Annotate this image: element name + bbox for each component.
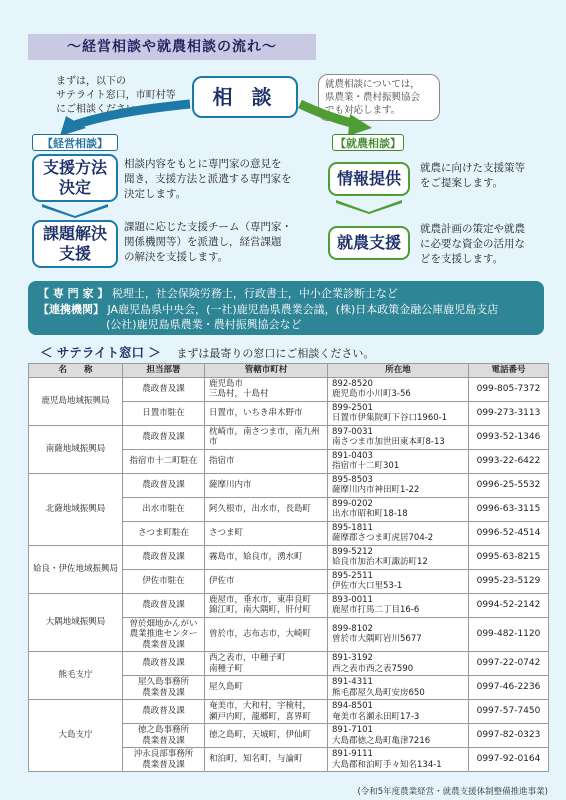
desc-line: の解決を支援します。 bbox=[124, 251, 229, 263]
cell-dept: 農政普及課 bbox=[123, 377, 205, 401]
cell-dept: 農政普及課 bbox=[123, 473, 205, 497]
cell-area-line: 霧島市，姶良市，湧水町 bbox=[209, 551, 303, 562]
cell-area bbox=[205, 521, 328, 545]
cell-address bbox=[328, 497, 469, 521]
cell-office-name: 南薩地域振興局 bbox=[29, 425, 123, 473]
cell-address bbox=[328, 617, 469, 652]
cell-phone: 0995-63-8215 bbox=[469, 545, 549, 569]
category-farming: 【就農相談】 bbox=[332, 134, 404, 151]
page-title: ～経営相談や就農相談の流れ～ bbox=[28, 34, 316, 60]
cell-postcode: 899-5212 bbox=[332, 546, 373, 557]
cell-address-line: 指宿市十二町301 bbox=[332, 461, 400, 471]
cell-phone: 0997-22-0742 bbox=[469, 652, 549, 676]
col-header-address: 所在地 bbox=[328, 364, 469, 378]
cell-office-name: 姶良・伊佐地域振興局 bbox=[29, 545, 123, 593]
cell-address-line: 鹿児島市小川町3-56 bbox=[332, 389, 411, 399]
cell-office-name: 北薩地域振興局 bbox=[29, 473, 123, 545]
note-right-line: でも対応します。 bbox=[325, 105, 401, 116]
cell-area-line: 阿久根市，出水市，長島町 bbox=[209, 503, 312, 514]
cell-area-line: 徳之島町，天城町，伊仙町 bbox=[209, 730, 312, 741]
desc-line: 聞き，支援方法と派遣する専門家を bbox=[124, 173, 292, 185]
step-label: 支援 bbox=[58, 244, 91, 263]
cell-area-line: 奄美市，大和村，宇検村， bbox=[209, 701, 312, 711]
cell-dept-line: 農業普及課 bbox=[142, 639, 185, 650]
cell-address-line: 熊毛郡屋久島町安房650 bbox=[332, 687, 425, 698]
desc-problem-solving bbox=[124, 220, 304, 265]
cell-area bbox=[205, 652, 328, 676]
cell-address bbox=[328, 569, 469, 593]
cell-postcode: 891-0403 bbox=[332, 450, 373, 461]
cell-area-line: 曽於市，志布志市，大崎町 bbox=[209, 629, 312, 639]
cell-dept: 日置市駐在 bbox=[123, 401, 205, 425]
step-label: 決定 bbox=[58, 178, 91, 197]
col-header-dept: 担当部署 bbox=[123, 364, 205, 378]
cell-area-line: 南種子町 bbox=[209, 663, 244, 674]
step-problem-solving bbox=[32, 220, 118, 268]
cell-dept: 農政普及課 bbox=[123, 425, 205, 449]
cell-dept: 農政普及課 bbox=[123, 545, 205, 569]
cell-address-line: 薩摩川内市神田町1-22 bbox=[332, 485, 420, 495]
satellite-title: ＜ サテライト窓口 ＞ bbox=[40, 345, 161, 360]
cell-address bbox=[328, 724, 469, 748]
cell-dept bbox=[123, 617, 205, 652]
cell-address-line: 大島郡徳之島町亀津7216 bbox=[332, 735, 431, 746]
cell-phone: 0996-25-5532 bbox=[469, 473, 549, 497]
cell-dept-line: 農業推進センター bbox=[129, 629, 198, 639]
cell-address bbox=[328, 593, 469, 617]
note-left-line: サテライト窓口，市町村等 bbox=[56, 90, 176, 101]
cell-area bbox=[205, 473, 328, 497]
cell-dept: さつま町駐在 bbox=[123, 521, 205, 545]
cell-address bbox=[328, 521, 469, 545]
cell-phone: 099-273-3113 bbox=[469, 401, 549, 425]
cell-phone: 0997-57-7450 bbox=[469, 700, 549, 724]
desc-information bbox=[420, 161, 545, 191]
satellite-header bbox=[40, 345, 520, 361]
cell-area-line: 屋久島町 bbox=[209, 682, 244, 693]
note-left-line: にご相談ください。 bbox=[56, 104, 146, 115]
orgs-list: JA鹿児島県中央会，(一社)鹿児島県農業会議，(株)日本政策金融公庫鹿児島支店 bbox=[107, 302, 499, 316]
desc-line: 相談内容をもとに専門家の意見を bbox=[124, 158, 282, 170]
cell-address bbox=[328, 425, 469, 449]
desc-farming-support bbox=[420, 222, 550, 267]
cell-area bbox=[205, 449, 328, 473]
experts-row bbox=[38, 286, 534, 302]
cell-address bbox=[328, 748, 469, 772]
table-row bbox=[29, 652, 549, 676]
cell-address bbox=[328, 449, 469, 473]
cell-postcode: 895-1811 bbox=[332, 522, 373, 533]
cell-postcode: 894-8501 bbox=[332, 701, 373, 711]
desc-line: 決定します。 bbox=[124, 188, 187, 200]
orgs-label: 【連携機関】 bbox=[38, 302, 104, 316]
cell-phone: 099-482-1120 bbox=[469, 617, 549, 652]
desc-line: をご提案します。 bbox=[420, 177, 504, 189]
arrow-left-icon bbox=[72, 104, 190, 126]
cell-dept-line: 曽於畑地かんがい bbox=[129, 618, 198, 629]
cell-dept-line: 屋久島事務所 bbox=[137, 677, 189, 687]
cell-area-line: 西之表市，中種子町 bbox=[209, 653, 286, 663]
cell-dept: 出水市駐在 bbox=[123, 497, 205, 521]
table-row bbox=[29, 700, 549, 724]
cell-area-line: さつま町 bbox=[209, 527, 244, 538]
category-management: 【経営相談】 bbox=[32, 134, 118, 151]
cell-address bbox=[328, 676, 469, 700]
cell-address-line: 薩摩郡さつま町虎居704-2 bbox=[332, 533, 434, 543]
cell-area-line: 三島村，十島村 bbox=[209, 389, 269, 399]
cell-office-name: 大島支庁 bbox=[29, 700, 123, 772]
cell-area-line: 枕崎市，南さつま市，南九州市 bbox=[209, 426, 320, 447]
step-farming-support: 就農支援 bbox=[328, 226, 410, 260]
cell-phone: 099-805-7372 bbox=[469, 377, 549, 401]
step-information: 情報提供 bbox=[328, 162, 410, 196]
cell-phone: 0997-82-0323 bbox=[469, 724, 549, 748]
cell-postcode: 891-4311 bbox=[332, 677, 373, 687]
desc-line: 就農に向けた支援策等 bbox=[420, 162, 525, 174]
cell-area bbox=[205, 497, 328, 521]
cell-area bbox=[205, 700, 328, 724]
cell-address-line: 南さつま市加世田東本町8-13 bbox=[332, 437, 445, 447]
experts-info-box bbox=[28, 281, 544, 335]
note-left-line: まずは，以下の bbox=[56, 76, 126, 87]
cell-address bbox=[328, 401, 469, 425]
cell-dept bbox=[123, 676, 205, 700]
cell-address-line: 奄美市名瀬永田町17-3 bbox=[332, 711, 420, 722]
cell-address-line: 日置市伊集院町下谷口1960-1 bbox=[332, 413, 448, 423]
satellite-table bbox=[28, 363, 549, 772]
cell-dept: 指宿市十二町駐在 bbox=[123, 449, 205, 473]
cell-address-line: 西之表市西之表7590 bbox=[332, 663, 414, 674]
cell-area-line: 伊佐市 bbox=[209, 575, 235, 586]
table-row bbox=[29, 377, 549, 401]
col-header-phone: 電話番号 bbox=[469, 364, 549, 378]
step-support-decision bbox=[32, 154, 118, 202]
orgs-row bbox=[38, 302, 534, 318]
cell-area bbox=[205, 724, 328, 748]
cell-area bbox=[205, 748, 328, 772]
cell-postcode: 893-0011 bbox=[332, 594, 373, 605]
cell-area bbox=[205, 545, 328, 569]
col-header-name: 名 称 bbox=[29, 364, 123, 378]
cell-area-line: 日置市，いちき串木野市 bbox=[209, 407, 303, 418]
experts-label: 【 専 門 家 】 bbox=[38, 287, 109, 300]
cell-phone: 0996-52-4514 bbox=[469, 521, 549, 545]
cell-office-name: 熊毛支庁 bbox=[29, 652, 123, 700]
cell-postcode: 891-9111 bbox=[332, 749, 373, 759]
cell-address bbox=[328, 700, 469, 724]
cell-address bbox=[328, 652, 469, 676]
cell-dept-line: 農業普及課 bbox=[142, 735, 185, 746]
cell-dept-line: 農業普及課 bbox=[142, 687, 185, 698]
orgs-row-2 bbox=[38, 317, 534, 333]
cell-dept: 農政普及課 bbox=[123, 593, 205, 617]
cell-office-name: 鹿児島地域振興局 bbox=[29, 377, 123, 425]
cell-address-line: 曽於市大隅町岩川5677 bbox=[332, 634, 422, 645]
cell-phone: 0993-52-1346 bbox=[469, 425, 549, 449]
desc-support-decision bbox=[124, 157, 304, 202]
table-row bbox=[29, 593, 549, 617]
desc-line: 関係機関等）を派遣し，経営課題 bbox=[124, 236, 282, 248]
cell-area-line: 和泊町，知名町，与論町 bbox=[209, 754, 303, 765]
consult-box: 相 談 bbox=[192, 76, 298, 118]
chevron-down-icon bbox=[42, 204, 108, 218]
cell-address-line: 大島郡和泊町手々知名134-1 bbox=[332, 759, 442, 770]
satellite-table-wrap bbox=[28, 363, 548, 772]
footnote: (令和5年度農業経営・就農支援体制整備推進事業) bbox=[357, 787, 548, 797]
step-label: 支援方法 bbox=[42, 158, 107, 177]
table-row bbox=[29, 473, 549, 497]
cell-postcode: 899-2501 bbox=[332, 402, 373, 413]
experts-list: 税理士，社会保険労務士，行政書士，中小企業診断士など bbox=[111, 287, 398, 300]
cell-postcode: 899-0202 bbox=[332, 498, 373, 509]
cell-address-line: 伊佐市大口里53-1 bbox=[332, 581, 403, 591]
desc-line: どを支援します。 bbox=[420, 253, 504, 265]
arrow-right-icon bbox=[300, 104, 356, 124]
chevron-down-icon bbox=[336, 200, 402, 214]
cell-area-line: 鹿児島市 bbox=[209, 378, 244, 389]
col-header-area: 管轄市町村 bbox=[205, 364, 328, 378]
cell-area bbox=[205, 425, 328, 449]
cell-phone: 0997-46-2236 bbox=[469, 676, 549, 700]
cell-postcode: 891-7101 bbox=[332, 725, 373, 735]
cell-postcode: 899-8102 bbox=[332, 623, 373, 634]
cell-area bbox=[205, 593, 328, 617]
note-right-line: 就農相談については， bbox=[325, 79, 420, 90]
desc-line: 課題に応じた支援チーム（専門家・ bbox=[124, 221, 292, 233]
cell-area-line: 錦江町，南大隅町，肝付町 bbox=[209, 605, 312, 615]
cell-address-line: 鹿屋市打馬二丁目16-6 bbox=[332, 605, 420, 615]
cell-dept: 農政普及課 bbox=[123, 652, 205, 676]
cell-phone: 0994-52-2142 bbox=[469, 593, 549, 617]
cell-area-line: 鹿屋市，垂水市，東串良町 bbox=[209, 594, 312, 605]
cell-address bbox=[328, 377, 469, 401]
arrow-right-head-icon bbox=[348, 114, 372, 136]
cell-dept-line: 徳之島事務所 bbox=[137, 725, 189, 735]
cell-address bbox=[328, 545, 469, 569]
cell-postcode: 895-2511 bbox=[332, 570, 373, 581]
cell-area bbox=[205, 676, 328, 700]
cell-area-line: 瀬戸内町，龍郷町，喜界町 bbox=[209, 711, 312, 722]
note-right-line: 県農業・農村振興協会 bbox=[325, 92, 421, 103]
cell-postcode: 892-8520 bbox=[332, 378, 373, 389]
table-row bbox=[29, 425, 549, 449]
step-label: 課題解決 bbox=[42, 224, 107, 243]
cell-phone: 0993-22-6422 bbox=[469, 449, 549, 473]
cell-postcode: 891-3192 bbox=[332, 653, 373, 663]
cell-address-line: 姶良市加治木町諏訪町12 bbox=[332, 557, 428, 567]
cell-address-line: 出水市昭和町18-18 bbox=[332, 509, 408, 519]
cell-area-line: 指宿市 bbox=[209, 455, 235, 466]
cell-phone: 0997-92-0164 bbox=[469, 748, 549, 772]
cell-area bbox=[205, 401, 328, 425]
cell-dept-line: 沖永良部事務所 bbox=[133, 749, 194, 759]
cell-phone: 0996-63-3115 bbox=[469, 497, 549, 521]
cell-area bbox=[205, 617, 328, 652]
orgs-list-2: (公社)鹿児島県農業・農村振興協会など bbox=[106, 318, 302, 331]
cell-dept-line: 農業普及課 bbox=[142, 759, 185, 770]
desc-line: 就農計画の策定や就農 bbox=[420, 223, 525, 235]
table-header-row bbox=[29, 364, 549, 378]
cell-dept: 伊佐市駐在 bbox=[123, 569, 205, 593]
satellite-subtitle: まずは最寄りの窓口にご相談ください。 bbox=[176, 347, 375, 360]
desc-line: に必要な資金の活用な bbox=[420, 238, 525, 250]
cell-dept: 農政普及課 bbox=[123, 700, 205, 724]
cell-dept bbox=[123, 724, 205, 748]
cell-dept bbox=[123, 748, 205, 772]
cell-area bbox=[205, 377, 328, 401]
cell-office-name: 大隅地域振興局 bbox=[29, 593, 123, 652]
table-body bbox=[29, 377, 549, 772]
cell-postcode: 895-8503 bbox=[332, 474, 373, 485]
cell-address bbox=[328, 473, 469, 497]
table-row bbox=[29, 545, 549, 569]
cell-phone: 0995-23-5129 bbox=[469, 569, 549, 593]
cell-area-line: 薩摩川内市 bbox=[209, 479, 252, 490]
cell-area bbox=[205, 569, 328, 593]
cell-postcode: 897-0031 bbox=[332, 426, 373, 437]
